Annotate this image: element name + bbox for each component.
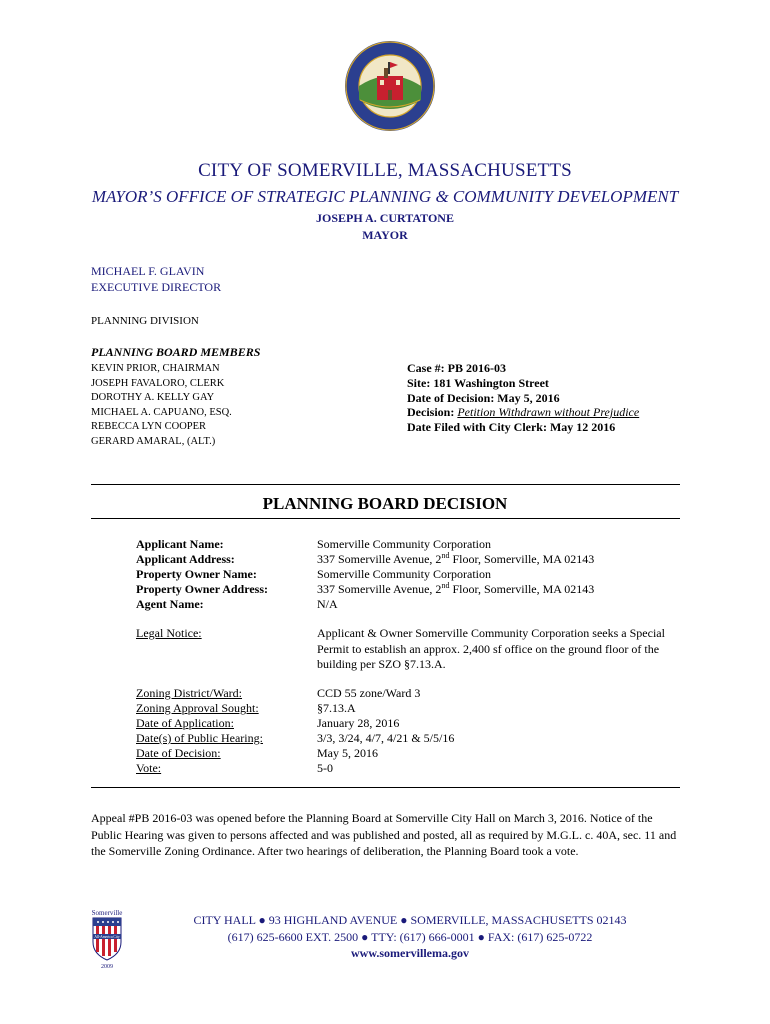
footer-website-link[interactable]: www.somervillema.gov <box>351 946 469 960</box>
legal-notice-text: Applicant & Owner Somerville Community Corporation seeks a Special Permit to establish an approx. 2,400 sf office on the ground floor of the building per SZO §7.13.A. <box>317 626 665 671</box>
public-hearing-dates-value: 3/3, 3/24, 4/7, 4/21 & 5/5/16 <box>317 731 455 745</box>
date-of-decision-value: May 5, 2016 <box>317 746 378 760</box>
decision-label: Decision: <box>407 405 455 420</box>
decision-title: PLANNING BOARD DECISION <box>262 494 508 513</box>
board-member: REBECCA LYN COOPER <box>91 421 207 433</box>
case-date-of-decision: Date of Decision: May 5, 2016 <box>407 390 560 405</box>
svg-text:Somerville: Somerville <box>91 909 123 917</box>
applicant-address-label: Applicant Address: <box>136 552 235 566</box>
case-date-filed: Date Filed with City Clerk: May 12 2016 <box>407 420 616 435</box>
planning-division-label: PLANNING DIVISION <box>91 315 199 327</box>
case-decision <box>407 405 639 420</box>
property-owner-name-value: Somerville Community Corporation <box>317 567 491 581</box>
mayor-name: JOSEPH A. CURTATONE <box>316 211 454 225</box>
property-owner-name-label: Property Owner Name: <box>136 567 257 581</box>
divider <box>91 518 680 519</box>
mayor-title: MAYOR <box>362 228 408 242</box>
executive-director-title: EXECUTIVE DIRECTOR <box>91 280 222 294</box>
board-member: GERARD AMARAL, (ALT.) <box>91 435 216 447</box>
vote-value: 5-0 <box>317 761 333 775</box>
divider <box>91 787 680 788</box>
date-of-application-value: January 28, 2016 <box>317 716 400 730</box>
legal-notice-label: Legal Notice: <box>136 626 202 640</box>
svg-text:All-America City: All-America City <box>94 935 120 939</box>
public-hearing-dates-label: Date(s) of Public Hearing: <box>136 731 263 745</box>
board-member: MICHAEL A. CAPUANO, ESQ. <box>91 406 232 418</box>
svg-text:2009: 2009 <box>101 964 113 970</box>
date-of-application-label: Date of Application: <box>136 716 234 730</box>
board-members-heading: PLANNING BOARD MEMBERS <box>91 345 261 359</box>
zoning-approval-label: Zoning Approval Sought: <box>136 701 259 715</box>
vote-label: Vote: <box>136 761 162 775</box>
date-of-decision-label: Date of Decision: <box>136 746 221 760</box>
zoning-district-label: Zoning District/Ward: <box>136 686 243 700</box>
case-site: Site: 181 Washington Street <box>407 375 549 390</box>
property-owner-address-value: 337 Somerville Avenue, 2nd Floor, Somerville, MA 02143 <box>317 581 595 596</box>
applicant-name-value: Somerville Community Corporation <box>317 537 491 551</box>
board-member: JOSEPH FAVALORO, CLERK <box>91 377 225 389</box>
agent-name-value: N/A <box>317 597 338 611</box>
case-number: Case #: PB 2016-03 <box>407 361 506 375</box>
applicant-name-label: Applicant Name: <box>136 537 224 551</box>
office-title: MAYOR’S OFFICE OF STRATEGIC PLANNING & COMMUNITY DEVELOPMENT <box>91 187 679 206</box>
city-seal-icon <box>344 40 436 132</box>
divider <box>91 484 680 485</box>
applicant-address-value: 337 Somerville Avenue, 2nd Floor, Somerville, MA 02143 <box>317 551 595 566</box>
footer-phone: (617) 625-6600 EXT. 2500 ● TTY: (617) 666-0001 ● FAX: (617) 625-0722 <box>227 930 593 944</box>
board-members-list <box>91 362 232 450</box>
executive-director-name: MICHAEL F. GLAVIN <box>91 264 205 278</box>
footer-address: CITY HALL ● 93 HIGHLAND AVENUE ● SOMERVILLE, MASSACHUSETTS 02143 <box>193 913 627 927</box>
zoning-district-value: CCD 55 zone/Ward 3 <box>317 686 421 700</box>
board-member: DOROTHY A. KELLY GAY <box>91 392 215 404</box>
appeal-paragraph: Appeal #PB 2016-03 was opened before the Planning Board at Somerville City Hall on March 3, 2016. Notice of the Public Hearing was given to persons affected and was published and posted, all as required by M.G.L. c. 40A, sec. 11 and the Somerville Zoning Ordinance. After two hearings of deliberation, the Planning Board took a vote. <box>91 811 677 858</box>
decision-value: Petition Withdrawn without Prejudice <box>457 405 640 420</box>
board-member: KEVIN PRIOR, CHAIRMAN <box>91 363 220 374</box>
zoning-approval-value: §7.13.A <box>317 701 356 715</box>
case-info <box>407 361 639 435</box>
agent-name-label: Agent Name: <box>136 597 204 611</box>
property-owner-address-label: Property Owner Address: <box>136 582 268 596</box>
city-title: CITY OF SOMERVILLE, MASSACHUSETTS <box>198 160 572 181</box>
